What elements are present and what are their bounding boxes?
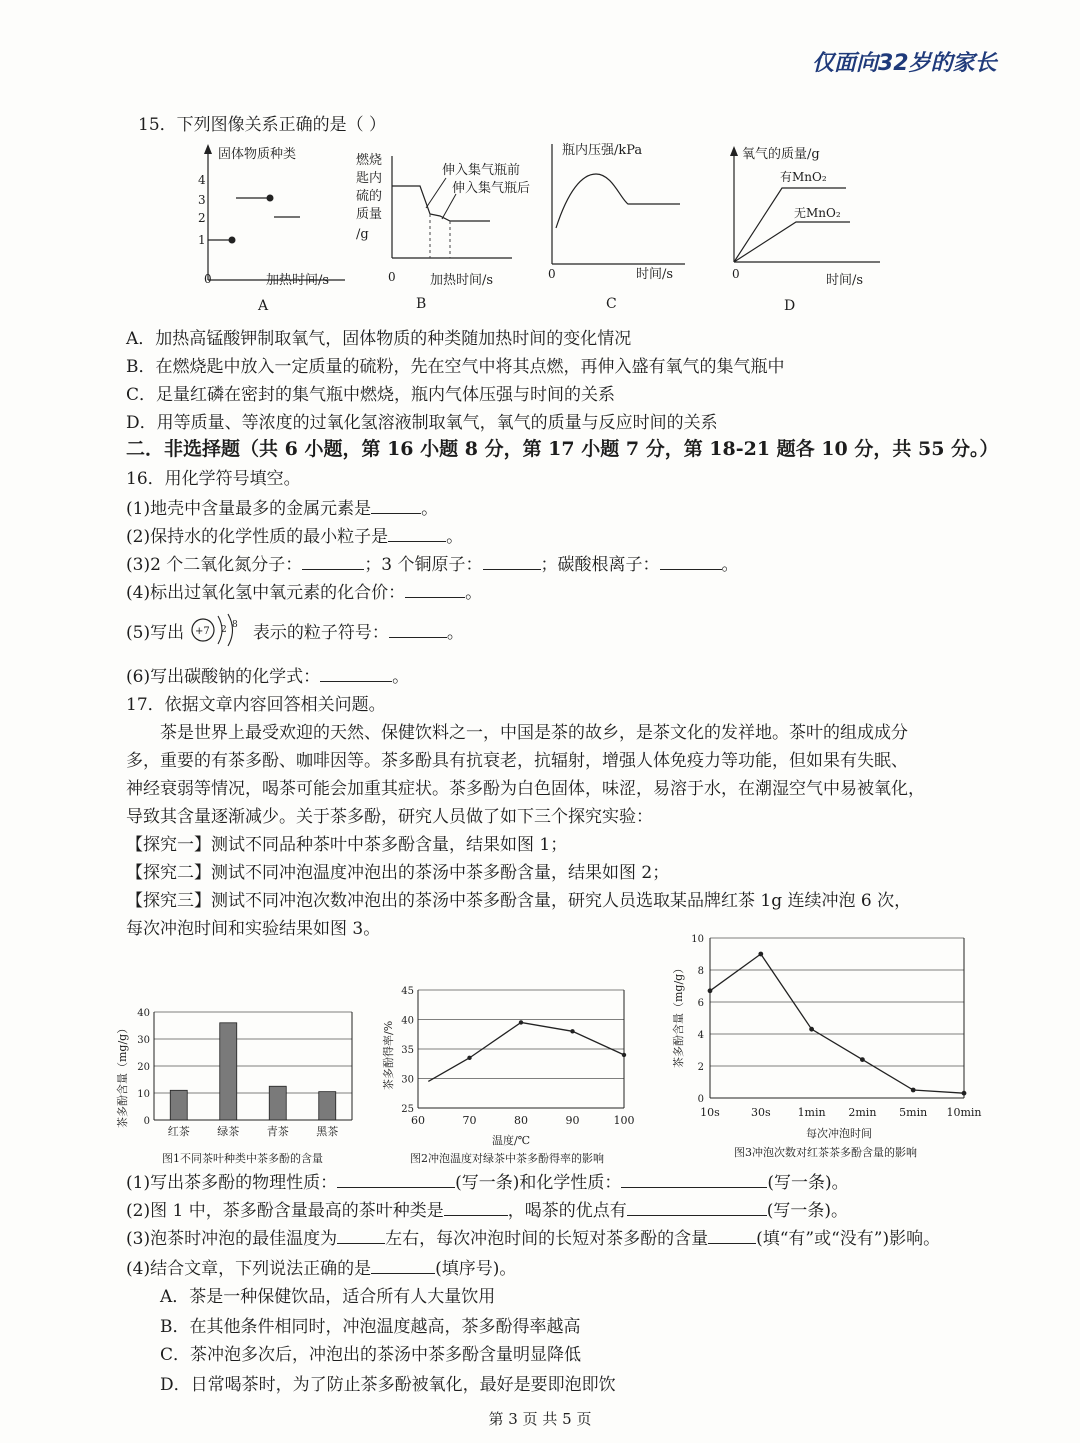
graph-a-tick: 1 [198, 233, 206, 247]
figure-3-point [809, 1027, 814, 1032]
figure-3-xtick: 2min [848, 1106, 877, 1119]
graph-b-ylabel: 硫的 [356, 189, 383, 204]
atom-nucleus-charge: +7 [194, 625, 210, 637]
figure-1-title: 图1不同茶叶种类中茶多酚的含量 [162, 1152, 323, 1165]
figure-2-line-chart [378, 980, 648, 1170]
figure-3-line-chart [664, 928, 990, 1168]
q17-exp3: 【探究三】测试不同冲泡次数冲泡出的茶汤中茶多酚含量，研究人员选取某品牌红茶 1g 连续冲泡 6 次， [126, 891, 912, 911]
figure-2-xtick: 80 [514, 1114, 528, 1127]
figure-1-ytick: 40 [137, 1008, 150, 1019]
q17-sub1: (1)写出茶多酚的物理性质： (写一条)和化学性质： (写一条)。 [126, 1173, 849, 1193]
q17-sub3: (3)泡茶时冲泡的最佳温度为 左右，每次冲泡时间的长短对茶多酚的含量 (填“有”或“没有”)影响。 [126, 1229, 941, 1249]
q17-stem: 17．依据文章内容回答相关问题。 [126, 695, 386, 715]
figure-3-xtick: 10min [946, 1106, 982, 1119]
figure-3-ytick: 6 [697, 998, 704, 1009]
figure-2-xtick: 60 [411, 1114, 425, 1127]
q16-part1: (1)地壳中含量最多的金属元素是 。 [126, 499, 439, 519]
figure-1-ytick: 20 [137, 1062, 150, 1073]
figure-2-ytick: 25 [401, 1104, 414, 1115]
graph-b-origin: 0 [388, 270, 396, 284]
q17-paragraph-line: 多，重要的有茶多酚、咖啡因等。茶多酚具有抗衰老，抗辐射，增强人体免疫力等功能，但如果有失眠、 [126, 751, 908, 771]
figure-2-ytick: 30 [401, 1074, 414, 1086]
q16-part4: (4)标出过氧化氢中氧元素的化合价： 。 [126, 583, 483, 603]
atom-structure-diagram [190, 612, 248, 648]
q16-part3: (3)2 个二氧化氮分子： ；3 个铜原子： ；碳酸根离子： 。 [126, 555, 739, 575]
graph-d-origin: 0 [732, 267, 740, 281]
graph-c-ylabel: 瓶内压强/kPa [562, 143, 643, 158]
figure-1-ytick: 0 [143, 1116, 150, 1127]
figure-3-ytick: 10 [691, 934, 704, 945]
figure-2-ytick: 45 [401, 986, 414, 997]
q16-stem: 16．用化学符号填空。 [126, 469, 301, 489]
figure-3-xtick: 5min [899, 1106, 928, 1119]
figure-2-xtick: 100 [613, 1114, 635, 1127]
figure-2-ylabel: 茶多酚得率/% [382, 1020, 395, 1090]
graph-b-ylabel: 质量 [356, 207, 383, 222]
graph-b-note-before: 伸入集气瓶前 [442, 163, 521, 178]
figure-2-point [570, 1029, 574, 1033]
figure-3-xtick: 10s [700, 1106, 720, 1119]
graph-d-letter: D [784, 298, 796, 314]
graph-d-line-with: 有MnO₂ [780, 170, 827, 184]
figure-1-category-label: 青茶 [266, 1125, 289, 1138]
q16-part5: (5)写出 +7 2 8 表示的粒子符号： 。 [126, 618, 464, 648]
figure-1-ytick: 10 [137, 1089, 150, 1100]
figure-1-bar [170, 1090, 187, 1120]
figure-3-ytick: 4 [697, 1030, 704, 1041]
graph-b-note-after: 伸入集气瓶后 [452, 181, 531, 196]
q17-paragraph-line: 茶是世界上最受欢迎的天然、保健饮料之一，中国是茶的故乡，是茶文化的发祥地。茶叶的组成成分 [160, 723, 908, 743]
q16-part6: (6)写出碳酸钠的化学式： 。 [126, 667, 410, 687]
q15-stem: 15．下列图像关系正确的是（ ） [138, 115, 387, 135]
figure-2-title: 图2冲泡温度对绿茶中茶多酚得率的影响 [410, 1152, 604, 1165]
graph-c-letter: C [606, 296, 617, 312]
figure-3-point [708, 988, 713, 993]
q17-choice-a: A．茶是一种保健饮品，适合所有人大量饮用 [160, 1287, 496, 1307]
q15-option-d: D．用等质量、等浓度的过氧化氢溶液制取氧气，氧气的质量与反应时间的关系 [126, 413, 718, 433]
figure-3-xlabel: 每次冲泡时间 [806, 1127, 872, 1140]
graph-b-xlabel: 加热时间/s [430, 273, 494, 288]
graph-a-tick: 2 [198, 211, 206, 225]
figure-3-point [758, 952, 763, 957]
figure-2-point [467, 1056, 471, 1060]
figure-3-ytick: 8 [697, 966, 704, 977]
figure-1-bar [319, 1092, 336, 1120]
figure-3-title: 图3冲泡次数对红茶茶多酚含量的影响 [734, 1146, 917, 1159]
atom-shell-2: 8 [231, 619, 238, 630]
figure-2-ytick: 40 [401, 1015, 414, 1027]
figure-3-xtick: 30s [750, 1106, 771, 1119]
q17-exp2: 【探究二】测试不同冲泡温度冲泡出的茶汤中茶多酚含量，结果如图 2； [126, 863, 670, 883]
q16-part2: (2)保持水的化学性质的最小粒子是 。 [126, 527, 464, 547]
q17-exp3-cont: 每次冲泡时间和实验结果如图 3。 [126, 919, 381, 939]
graph-a-letter: A [258, 298, 269, 314]
figure-3-point [962, 1091, 967, 1096]
graph-a-ylabel: 固体物质种类 [218, 147, 297, 162]
page-footer: 第 3 页 共 5 页 [488, 1410, 592, 1428]
graph-d [730, 146, 880, 314]
q15-graphs [120, 136, 1000, 316]
q15-option-c: C．足量红磷在密封的集气瓶中燃烧，瓶内气体压强与时间的关系 [126, 385, 616, 405]
figure-3-ytick: 0 [697, 1094, 704, 1105]
figure-2-point [622, 1053, 626, 1057]
figure-3-ytick: 2 [697, 1062, 704, 1073]
figure-3-series-line [710, 954, 964, 1093]
figure-3-ylabel: 茶多酚含量（mg/g） [672, 962, 685, 1068]
q17-sub2: (2)图 1 中，茶多酚含量最高的茶叶种类是 ，喝茶的优点有 (写一条)。 [126, 1201, 848, 1221]
figure-1-ylabel: 茶多酚含量（mg/g） [116, 1022, 129, 1128]
graph-c [548, 142, 685, 312]
q17-choice-c: C．茶冲泡多次后，冲泡出的茶汤中茶多酚含量明显降低 [160, 1345, 582, 1365]
graph-a-origin: 0 [204, 272, 212, 286]
figure-1-bar-chart [112, 1000, 362, 1170]
figure-2-xlabel: 温度/℃ [492, 1134, 531, 1147]
q15-option-a: A．加热高锰酸钾制取氧气，固体物质的种类随加热时间的变化情况 [126, 329, 632, 349]
q17-choice-d: D．日常喝茶时，为了防止茶多酚被氧化，最好是要即泡即饮 [160, 1375, 616, 1395]
graph-b-ylabel: 燃烧 [356, 153, 383, 168]
figure-1-bar [220, 1023, 237, 1120]
graph-c-xlabel: 时间/s [636, 267, 674, 282]
atom-shell-1: 2 [220, 624, 227, 635]
q17-exp1: 【探究一】测试不同品种茶叶中茶多酚含量，结果如图 1； [126, 835, 568, 855]
q17-paragraph-line: 导致其含量逐渐减少。关于茶多酚，研究人员做了如下三个探究实验： [126, 807, 653, 827]
graph-d-line-without: 无MnO₂ [794, 206, 841, 220]
q17-sub4: (4)结合文章，下列说法正确的是 (填序号)。 [126, 1259, 517, 1279]
figure-1-category-label: 红茶 [167, 1125, 190, 1138]
figure-2-xtick: 90 [565, 1114, 580, 1127]
figure-2-point [519, 1020, 523, 1024]
graph-c-origin: 0 [548, 267, 556, 281]
figure-3-point [860, 1057, 865, 1062]
q17-paragraph-line: 神经衰弱等情况，喝茶可能会加重其症状。茶多酚为白色固体，味涩，易溶于水，在潮湿空气中易被氧化， [126, 779, 925, 799]
graph-b-ylabel: /g [356, 227, 369, 242]
figure-3-point [911, 1088, 916, 1093]
graph-a [198, 144, 345, 314]
watermark: 仅面向32岁的家长 [812, 51, 997, 76]
graph-d-ylabel: 氧气的质量/g [742, 147, 820, 162]
figure-1-category-label: 绿茶 [217, 1125, 240, 1138]
graph-b-letter: B [416, 296, 427, 312]
figure-3-xtick: 1min [797, 1106, 826, 1119]
figure-2-ytick: 35 [401, 1045, 414, 1056]
figure-1-bar [269, 1086, 286, 1120]
q17-choice-b: B．在其他条件相同时，冲泡温度越高，茶多酚得率越高 [160, 1317, 581, 1337]
section-heading: 二．非选择题（共 6 小题，第 16 小题 8 分，第 17 小题 7 分，第 18-21 题各 10 分，共 55 分。） [126, 438, 999, 460]
graph-a-xlabel: 加热时间/s [266, 273, 330, 288]
graph-d-xlabel: 时间/s [826, 273, 864, 288]
figure-2-xtick: 70 [462, 1114, 477, 1127]
figure-2-series-line [428, 1022, 624, 1081]
graph-a-tick: 4 [198, 173, 206, 187]
q15-option-b: B．在燃烧匙中放入一定质量的硫粉，先在空气中将其点燃，再伸入盛有氧气的集气瓶中 [126, 357, 785, 377]
figure-1-category-label: 黑茶 [316, 1125, 339, 1138]
graph-b-ylabel: 匙内 [356, 171, 383, 186]
figure-1-ytick: 30 [137, 1035, 150, 1046]
graph-b [356, 152, 530, 312]
graph-a-tick: 3 [198, 193, 206, 207]
